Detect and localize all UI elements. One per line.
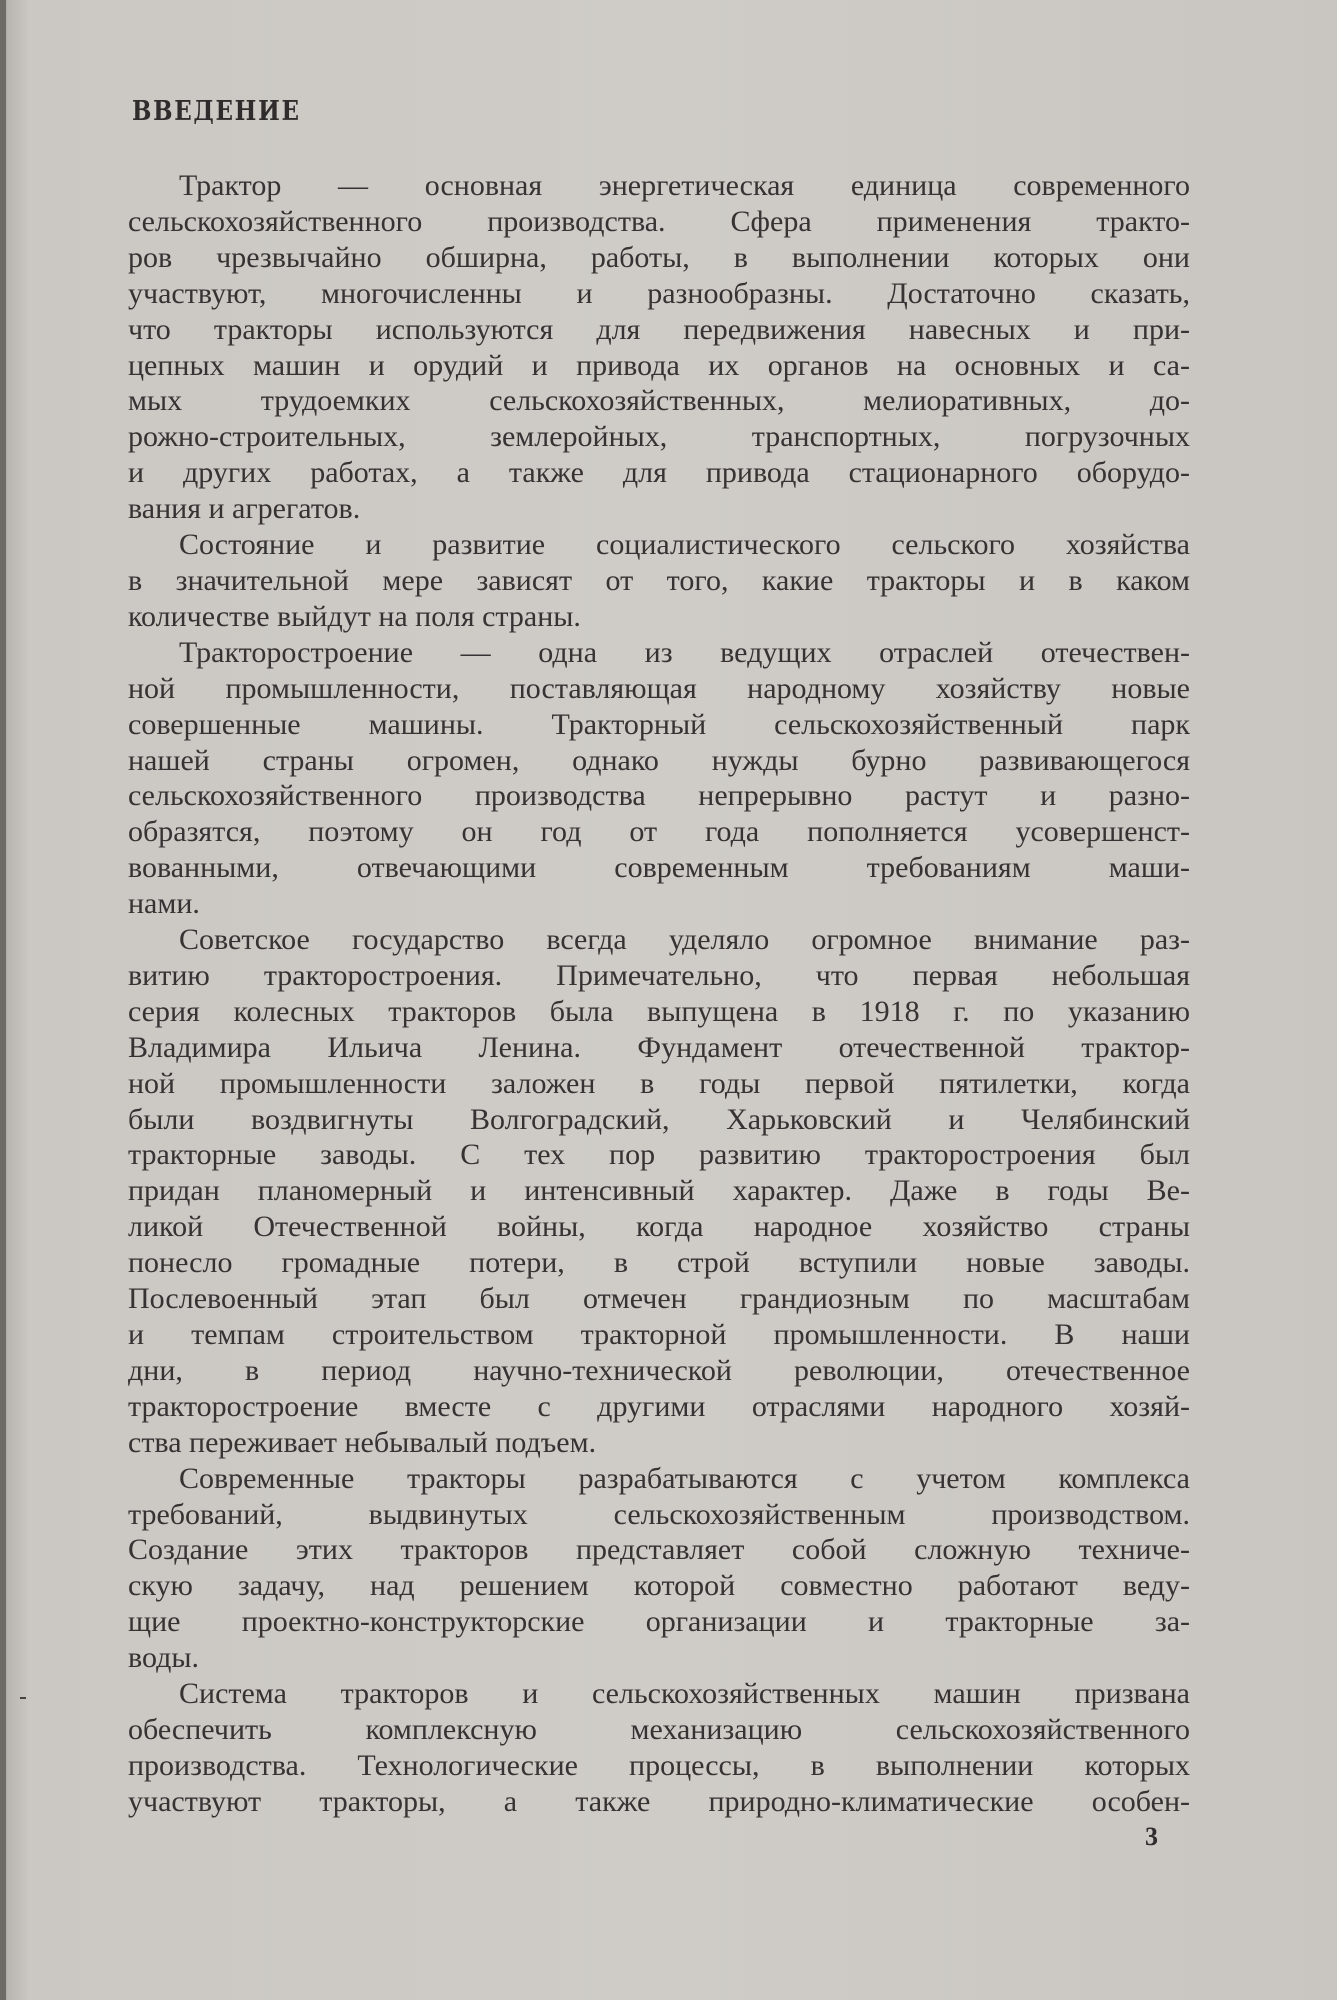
text-line: Создание этих тракторов представляет собой сложную техниче- bbox=[128, 1533, 1190, 1567]
text-line: ства переживает небывалый подъем. bbox=[128, 1425, 597, 1459]
text-line: нами. bbox=[128, 887, 200, 921]
text-line: ров чрезвычайно обширна, работы, в выполнении которых они bbox=[128, 240, 1190, 274]
text-line: Послевоенный этап был отмечен грандиозным по масштабам bbox=[128, 1282, 1190, 1316]
text-line: совершенные машины. Тракторный сельскохозяйственный парк bbox=[128, 707, 1190, 741]
text-line: количестве выйдут на поля страны. bbox=[128, 599, 581, 633]
text-line: ликой Отечественной войны, когда народное хозяйство страны bbox=[128, 1210, 1190, 1244]
text-line: вованными, отвечающими современным требованиям маши- bbox=[128, 851, 1190, 885]
margin-mark bbox=[20, 1697, 26, 1699]
text-line: Современные тракторы разрабатываются с учетом комплекса bbox=[179, 1461, 1190, 1495]
text-line: образятся, поэтому он год от года пополняется усовершенст- bbox=[128, 815, 1190, 849]
text-line: Состояние и развитие социалистического сельского хозяйства bbox=[179, 528, 1190, 562]
text-line: обеспечить комплексную механизацию сельскохозяйственного bbox=[128, 1712, 1190, 1746]
text-line: тракторные заводы. С тех пор развитию тракторостроения был bbox=[128, 1138, 1190, 1172]
text-line: Советское государство всегда уделяло огромное внимание раз- bbox=[179, 923, 1190, 957]
text-line: мых трудоемких сельскохозяйственных, мелиоративных, до- bbox=[128, 384, 1190, 418]
text-line: Система тракторов и сельскохозяйственных машин призвана bbox=[179, 1677, 1190, 1711]
text-line: понесло громадные потери, в строй вступили новые заводы. bbox=[128, 1246, 1190, 1280]
text-line: Тракторостроение — одна из ведущих отраслей отечествен- bbox=[179, 635, 1190, 669]
text-line: участвуют, многочисленны и разнообразны. Достаточно сказать, bbox=[128, 276, 1190, 310]
text-line: дни, в период научно-технической революции, отечественное bbox=[128, 1353, 1190, 1387]
text-line: нашей страны огромен, однако нужды бурно развивающегося bbox=[128, 743, 1190, 777]
text-line: в значительной мере зависят от того, какие тракторы и в каком bbox=[128, 563, 1190, 597]
text-line: Владимира Ильича Ленина. Фундамент отечественной трактор- bbox=[128, 1030, 1190, 1064]
text-line: требований, выдвинутых сельскохозяйственным производством. bbox=[128, 1497, 1190, 1531]
text-line: вания и агрегатов. bbox=[128, 492, 361, 526]
text-line: серия колесных тракторов была выпущена в 1918 г. по указанию bbox=[128, 994, 1190, 1028]
text-line: были воздвигнуты Волгоградский, Харьковский и Челябинский bbox=[128, 1102, 1190, 1136]
chapter-heading: ВВЕДЕНИЕ bbox=[132, 96, 301, 127]
text-line: сельскохозяйственного производства непрерывно растут и разно- bbox=[128, 779, 1190, 813]
text-line: рожно-строительных, землеройных, транспортных, погрузочных bbox=[128, 420, 1190, 454]
page-number: 3 bbox=[1145, 1822, 1158, 1851]
page-edge bbox=[0, 0, 6, 2000]
text-line: Трактор — основная энергетическая единица современного bbox=[179, 169, 1190, 202]
text-line: что тракторы используются для передвижения навесных и при- bbox=[128, 312, 1190, 346]
text-line: производства. Технологические процессы, в выполнении которых bbox=[128, 1748, 1190, 1782]
text-line: и темпам строительством тракторной промышленности. В наши bbox=[128, 1318, 1190, 1351]
text-line: тракторостроение вместе с другими отраслями народного хозяй- bbox=[128, 1389, 1190, 1423]
text-line: воды. bbox=[128, 1641, 200, 1675]
text-line: сельскохозяйственного производства. Сфера применения тракто- bbox=[128, 204, 1190, 238]
text-line: щие проектно-конструкторские организации и тракторные за- bbox=[128, 1605, 1190, 1639]
text-line: витию тракторостроения. Примечательно, что первая небольшая bbox=[128, 958, 1190, 992]
text-line: придан планомерный и интенсивный характер. Даже в годы Ве- bbox=[128, 1174, 1190, 1208]
text-line: скую задачу, над решением которой совместно работают веду- bbox=[128, 1569, 1190, 1603]
text-line: участвуют тракторы, а также природно-климатические особен- bbox=[128, 1784, 1190, 1818]
text-line: ной промышленности, поставляющая народному хозяйству новые bbox=[128, 671, 1190, 705]
text-line: цепных машин и орудий и привода их органов на основных и са- bbox=[128, 348, 1190, 382]
text-line: ной промышленности заложен в годы первой пятилетки, когда bbox=[128, 1066, 1190, 1100]
text-line: и других работах, а также для привода стационарного оборудо- bbox=[128, 456, 1190, 490]
body-text bbox=[128, 168, 1190, 1820]
